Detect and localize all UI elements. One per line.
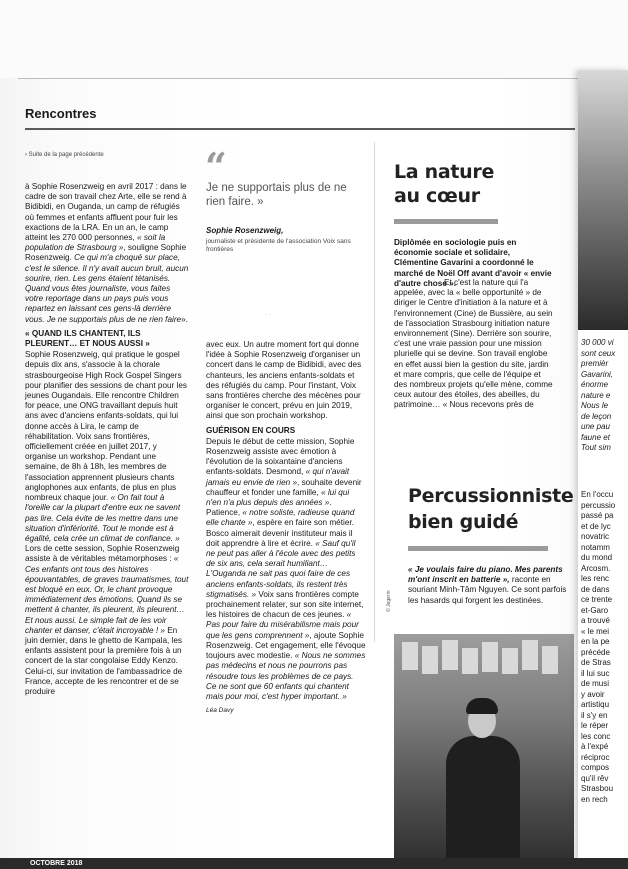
facing-text-line: de Stras bbox=[581, 658, 611, 667]
facing-text-line: le réper bbox=[581, 721, 609, 730]
facing-text-line: Strasbou bbox=[581, 784, 614, 793]
marimba-bar bbox=[502, 648, 518, 674]
musician-photo bbox=[394, 634, 574, 869]
photo-credit: © Jegerin bbox=[386, 590, 392, 612]
facing-text-line: il lui suc bbox=[581, 668, 610, 678]
quote-mark-icon: “ bbox=[205, 144, 227, 189]
quote: « notre soliste, radieuse quand elle chante » bbox=[206, 508, 355, 528]
facing-text-line: à l'expé bbox=[581, 742, 609, 751]
facing-text-line: Arcosm. bbox=[581, 563, 611, 573]
facing-text-line: réciproc bbox=[581, 752, 610, 762]
percussion-title-line2: bien guidé bbox=[408, 511, 519, 533]
text: Voix sans frontières compte prochainement relater, sur son site internet, les histoires de chacun de ces jeunes. bbox=[206, 589, 364, 620]
facing-text-line: et de lyc bbox=[581, 521, 611, 531]
marimba-bar bbox=[442, 640, 458, 670]
text: , espère en faire son métier. Bosco aimerait devenir instituteur mais il doit apprendre à lire et écrire. bbox=[206, 518, 354, 548]
marimba-bar bbox=[402, 642, 418, 670]
facing-text-line: novatric bbox=[581, 532, 610, 541]
marimba-bar bbox=[542, 646, 558, 674]
text: Sophie Rosenzweig, qui pratique le gospel depuis dix ans, s'associe à la chorale strasbourgeoise High Rock Gospel Singers pour planifier des sessions de chant pour les jeunes Ougandais. Elle rencontre Children for peace, une ONG travaillant depuis huit ans avec d'anciens enfants-soldats, qui lui donne accès à Lira, le camp de réhabilitation. Voix sans frontières, officiellement créée en juillet 2017, y organise un workshop. Pendant une semaine, de 8h à 18h, les membres de l'association apprennent plusieurs chants anglophones aux enfants, de plus en plus nombreux chaque jour. bbox=[25, 350, 188, 503]
person-hair bbox=[466, 698, 498, 714]
text: , ajoute Sophie Rosenzweig. Cet engagement, elle l'évoque toujours avec modestie. bbox=[206, 630, 366, 661]
facing-text-line: ce trente bbox=[581, 595, 613, 604]
percussion-title-line1: Percussionniste bbox=[408, 485, 574, 507]
facing-page-strip bbox=[578, 70, 628, 869]
facing-text-line: en la pe bbox=[581, 637, 610, 646]
facing-page-photo bbox=[578, 70, 628, 330]
footer-bar bbox=[0, 858, 628, 869]
facing-text-line: et-Garo bbox=[581, 605, 609, 615]
facing-text-line: de leçon bbox=[581, 411, 612, 421]
paragraph bbox=[206, 340, 366, 422]
person-body bbox=[446, 736, 520, 869]
pull-quote-role: journaliste et présidente de l'association Voix sans frontières bbox=[206, 238, 351, 253]
quote: Ce qui m'a choqué sur place, c'est le silence. Il n'y avait aucun bruit, aucun sourire, rien. Les gens étaient tétanisés. Quand vous êtes journaliste, vous faites votre reportage dans un pays puis vous repartez en laissant ces gens-là derrière vous. Je ne supportais plus de ne rien faire bbox=[25, 253, 189, 324]
facing-text-line: percussio bbox=[581, 500, 616, 510]
paragraph bbox=[25, 350, 189, 697]
section-rule bbox=[25, 128, 575, 130]
facing-text-line: sont ceux bbox=[581, 348, 616, 358]
pull-quote-author: Sophie Rosenzweig, bbox=[206, 226, 284, 235]
quote: « lui qui n'en n'a plus depuis des années » bbox=[206, 487, 350, 508]
nature-title-line1: La nature bbox=[394, 161, 495, 183]
marimba-bar bbox=[522, 640, 538, 670]
text: , souligne Sophie Rosenzweig. bbox=[25, 243, 187, 263]
facing-text-line: énorme bbox=[581, 380, 609, 389]
top-divider bbox=[18, 78, 578, 79]
facing-text-line: Nous le bbox=[581, 401, 609, 410]
facing-text-line: compos bbox=[581, 763, 610, 772]
facing-text-line: artistiqu bbox=[581, 700, 610, 709]
facing-text-line: En l'occu bbox=[581, 490, 614, 499]
quote: « soit la population de Strasbourg » bbox=[25, 233, 166, 253]
marimba-bar bbox=[422, 646, 438, 674]
facing-text-line: les conc bbox=[581, 731, 611, 741]
article-author: Léa Davy bbox=[206, 707, 234, 715]
quote: « Nous ne sommes pas médecins et nous ne pourrons pas résoudre tous les problèmes de ce pays. Ce ne sont que 60 enfants qui chantent mais pour moi, c'est hyper important. » bbox=[206, 651, 366, 701]
facing-text-line: nature e bbox=[581, 390, 611, 400]
nature-title-bar bbox=[394, 219, 498, 224]
facing-text-line: Gavarini, bbox=[581, 369, 614, 379]
pull-quote: Je ne supportais plus de ne rien faire. » bbox=[206, 182, 347, 208]
facing-text-line: il s'y en bbox=[581, 710, 608, 720]
marimba-bar bbox=[482, 642, 498, 672]
facing-text-line: du mond bbox=[581, 553, 613, 562]
facing-text-line: précéde bbox=[581, 647, 610, 657]
quote: « qui n'avait jamais eu envie de rien » bbox=[206, 467, 350, 487]
quote: « Pas pour faire du misérabilisme mais pour que les gens comprennent » bbox=[206, 610, 359, 640]
percussion-text: raconte en souriant Minh-Tâm Nguyen. Ce sont parfois les hasards qui forgent les destinées. bbox=[408, 575, 567, 605]
section-title: Rencontres bbox=[25, 106, 97, 121]
facing-text-line: Tout sim bbox=[581, 443, 611, 452]
marimba-bar bbox=[462, 648, 478, 674]
quote: « On fait tout à l'oreille car la plupart d'entre eux ne savent pas lire. Cela évite de les mettre dans une situation d'infériorité. Tout le monde est à égalité, cela crée un climat de confiance. » bbox=[25, 493, 181, 543]
text: Depuis le début de cette mission, Sophie Rosenzweig assiste avec émotion à l'évolution de la soixantaine d'anciens enfants-soldats. Desmond, bbox=[206, 436, 355, 477]
facing-text-line: a trouvé bbox=[581, 616, 610, 625]
facing-text-line: les renc bbox=[581, 574, 610, 583]
subheading: « QUAND ILS CHANTENT, ILS PLEURENT… ET NOUS AUSSI » bbox=[25, 328, 150, 349]
facing-text-line: passé pa bbox=[581, 511, 614, 520]
percussion-lead bbox=[408, 565, 573, 606]
text: , souhaite devenir chauffeur et fonder une famille, bbox=[206, 477, 362, 497]
column-divider bbox=[374, 142, 375, 642]
nature-body: Et c'est la nature qui l'a appelée, avec la « belle opportunité » de diriger le Centre d'initiation à la nature et à l'environnement (Cine) de Bussière, au sein de l'association Strasbourg initiation nature environnement (Sine). Derrière son sourire, c'est une vraie passion pour une mission plurielle qui se devine. Son travail englobe en effet aussi bien la gestion du site, jardin et mare compris, que celle de l'équipe et des nombreux projets qu'elle mène, comme ceux autour des étoiles, des abeilles, du patrimoine… « Nous recevons près de bbox=[394, 278, 553, 410]
text: ». bbox=[181, 314, 188, 324]
stray-marks: · · bbox=[265, 312, 271, 318]
facing-text-line: faune et bbox=[581, 432, 610, 442]
paragraph bbox=[206, 437, 366, 702]
paragraph bbox=[25, 182, 189, 325]
article-column-2 bbox=[206, 340, 366, 716]
facing-text-line: une pau bbox=[581, 422, 610, 431]
facing-text-line: notamm bbox=[581, 542, 610, 552]
top-margin bbox=[0, 0, 628, 78]
facing-text-line: « le mei bbox=[581, 626, 610, 636]
facing-text-line: premièr bbox=[581, 359, 609, 368]
subheading: GUÉRISON EN COURS bbox=[206, 425, 296, 435]
facing-text-line: y avoir bbox=[581, 689, 605, 699]
percussion-quote: « Je voulais faire du piano. Mes parents m'ont inscrit en batterie », bbox=[408, 565, 563, 585]
facing-text-line: de dans bbox=[581, 584, 610, 594]
facing-text-line: en rech bbox=[581, 794, 608, 804]
article-column-1 bbox=[25, 182, 189, 697]
footer-date: OCTOBRE 2018 bbox=[30, 860, 83, 867]
text: avec eux. Un autre moment fort qui donne l'idée à Sophie Rosenzweig d'organiser un concert dans le camp de Bidibidi, avec des chanteurs, les anciens enfants-soldats et des réfugiés du camp. Pour l'instant, Voix sans frontières cherche des mécènes pour organiser le concert, prévu en juin 2019, ainsi que son prochain workshop. bbox=[206, 340, 362, 421]
nature-lead: Diplômée en sociologie puis en économie sociale et solidaire, Clémentine Gavarini a coordonné le marché de Noël Off avant d'avoir « envie d'autre chose ». bbox=[394, 238, 552, 288]
quote: « Sauf qu'il ne peut pas aller à l'école avec des petits de six ans, cela serait humiliant… L'Ouganda ne sait pas quoi faire de ces anciens enfants-soldats, ils restent très stigmatisés. » bbox=[206, 538, 356, 599]
facing-text-line: 30 000 vi bbox=[581, 338, 614, 347]
percussion-title-bar bbox=[408, 546, 548, 551]
nature-box bbox=[394, 160, 554, 208]
facing-text-line: qu'il rêv bbox=[581, 773, 609, 783]
quote: « Ces enfants ont tous des histoires épouvantables, de graves traumatismes, tout est bloqué en eux. Or, le chant provoque immédiatement des émotions. Quand ils se mettent à chanter, ils pleurent, ils pleurent… Et nous aussi. Le simple fait de les voir chanter et danser, c'était incroyable ! » bbox=[25, 554, 189, 635]
text: . Patience, bbox=[206, 498, 332, 518]
nature-title-line2: au cœur bbox=[394, 185, 480, 207]
facing-text-line: de musi bbox=[581, 679, 610, 688]
text: En juin dernier, dans le ghetto de Kampala, les enfants assistent pour la première fois à un concert de la star congolaise Eddy Kenzo. Celui-ci, sur invitation de l'ambassadrice de France, accepte de les rencontrer et de se produire bbox=[25, 625, 183, 696]
text: Lors de cette session, Sophie Rosenzweig assiste à de véritables métamorphoses : bbox=[25, 544, 180, 564]
text: à Sophie Rosenzweig en avril 2017 : dans le cadre de son travail chez Arte, elle se rend à Bidibidi, en Ouganda, un camp de réfugiés où femmes et enfants affluent pour fuir les exactions de la LRA. En un an, le camp atteint les 270 000 personnes, bbox=[25, 182, 187, 243]
continued-note: › Suite de la page précédente bbox=[25, 152, 104, 158]
